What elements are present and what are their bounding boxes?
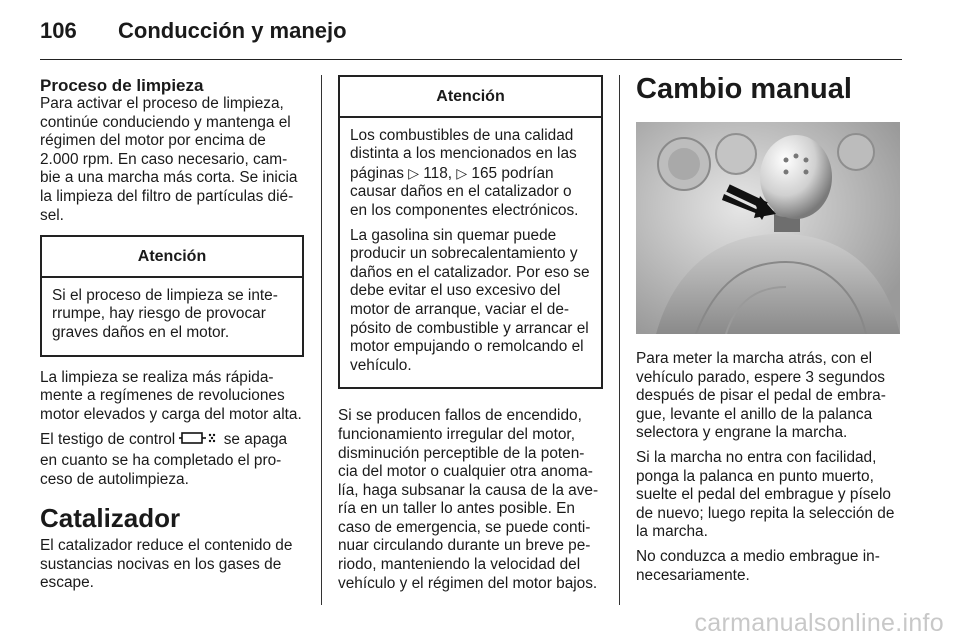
column-right [636, 72, 902, 591]
header-rule [40, 59, 902, 60]
attention-text: Si el proceso de limpieza se inte-rrumpe, hay riesgo de provocar graves daños en el motor. [52, 286, 278, 341]
paragraph: Si se producen fallos de encendido, funcionamiento irregular del motor, disminución perceptible de la poten-cia del motor o cualquier otra anoma-lía, haga subsanar la causa de la ave-ría en un taller lo antes posible. En caso de emergencia, se puede conti-nuar circulando durante un breve pe-riodo, manteniendo la velocidad del vehículo y el régimen del motor bajos. [338, 407, 599, 592]
attention-title: Atención [42, 237, 302, 278]
section-title-catalyst: Catalizador [40, 503, 181, 534]
paragraph: Para meter la marcha atrás, con el vehículo parado, espere 3 segundos después de pisar el pedal de embra-gue, levante el anillo de la palanca selectora y engrane la marcha. [636, 350, 886, 442]
attention-text-part: podrían causar daños en el catalizador o en los componentes electrónicos. [350, 164, 579, 219]
paragraph: La limpieza se realiza más rápida-mente a regímenes de revoluciones motor elevados y carga del motor alta. [40, 368, 302, 423]
watermark: carmanualsonline.info [694, 609, 944, 637]
column-middle [338, 75, 603, 599]
column-divider [321, 75, 322, 605]
paragraph: Si la marcha no entra con facilidad, ponga la palanca en punto muerto, suelte el pedal del embrague y píselo de nuevo; luego repita la selección de la marcha. [636, 448, 895, 541]
page-reference[interactable]: 118, [423, 164, 453, 182]
section-title-manual-gearbox: Cambio manual [636, 73, 852, 105]
dpf-warning-icon [179, 430, 219, 452]
page-ref-arrow-icon: ▷ [408, 164, 419, 181]
paragraph [40, 430, 304, 489]
gear-lever-icon [636, 122, 900, 334]
paragraph: El catalizador reduce el contenido de sustancias nocivas en los gases de escape. [40, 537, 293, 592]
column-left [40, 77, 304, 599]
attention-box [40, 235, 304, 356]
page-number: 106 [40, 18, 77, 43]
page-ref-arrow-icon: ▷ [456, 164, 468, 181]
paragraph-text: se apaga en cuanto se ha completado el pro-ceso de autolimpieza. [40, 431, 288, 488]
gear-lever-photo [636, 122, 900, 334]
attention-box [338, 75, 603, 389]
paragraph: No conduzca a medio embrague in-necesariamente. [636, 547, 880, 584]
attention-title: Atención [340, 77, 601, 118]
attention-text: La gasolina sin quemar puede producir un sobrecalentamiento y daños en el catalizador. Por eso se debe evitar el uso excesivo del motor de arranque, vaciar el de-pósito de combustible y arrancar el motor empujando o remolcando el vehículo. [350, 226, 590, 374]
column-divider [619, 75, 620, 605]
attention-text-part: Los combustibles de una calidad distinta a los mencionados en las páginas [350, 126, 577, 182]
page-reference[interactable]: 165 [471, 164, 498, 182]
page-header [40, 14, 902, 54]
attention-text [350, 127, 591, 221]
paragraph-text: El testigo de control [40, 431, 176, 449]
paragraph: Para activar el proceso de limpieza, continúe conduciendo y mantenga el régimen del motor por encima de 2.000 rpm. En caso necesario, cam-bie a una marcha más corta. Se inicia la limpieza del filtro de partículas dié-sel. [40, 95, 298, 224]
page-title: Conducción y manejo [118, 18, 347, 43]
subhead-cleaning: Proceso de limpieza [40, 76, 204, 95]
